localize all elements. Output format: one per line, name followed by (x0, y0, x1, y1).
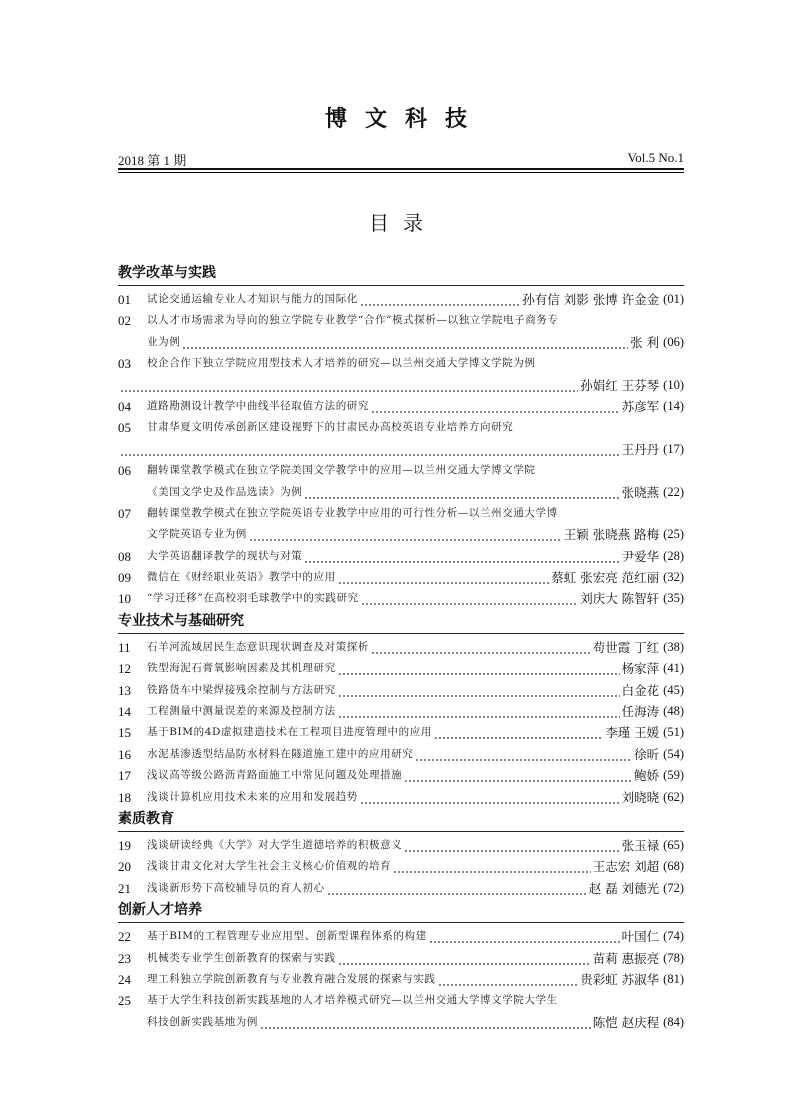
entry-title: 翻转课堂教学模式在独立学院英语专业教学中应用的可行性分析—以兰州交通大学博 (147, 506, 558, 519)
entry-authors: 孙有信 刘影 张博 许金金 (522, 291, 660, 307)
dot-leader (429, 926, 620, 947)
entry-title: 铁路货车中梁焊接残余控制与方法研究 (147, 683, 336, 696)
entry-number: 23 (118, 950, 131, 966)
entry-number: 01 (118, 291, 131, 307)
entry-page: (68) (663, 859, 684, 874)
entry-page: (17) (663, 441, 684, 456)
toc-entry[interactable] (118, 856, 684, 877)
entry-authors: 任海涛 (621, 704, 660, 720)
entry-number: 22 (118, 929, 131, 945)
entry-page: (65) (663, 837, 684, 852)
toc-entry[interactable] (118, 744, 684, 765)
entry-line (118, 588, 684, 609)
entry-page: (51) (663, 725, 684, 740)
entry-line (118, 744, 684, 765)
entry-line (118, 835, 684, 856)
dot-leader (338, 658, 620, 679)
issue-line (118, 150, 684, 169)
entry-title: 浅谈研读经典《大学》对大学生道德培养的积极意义 (147, 838, 403, 851)
dot-leader (338, 680, 620, 701)
entry-authors: 赵 磊 刘德光 (588, 880, 660, 896)
entry-line (118, 856, 684, 877)
toc-section (118, 808, 684, 899)
section-title: 创新人才培养 (118, 902, 202, 919)
entry-authors: 白金花 (621, 682, 660, 698)
entry-title: 《美国文学史及作品选读》为例 (147, 485, 303, 498)
dot-leader (338, 567, 550, 588)
entry-number: 25 (118, 993, 131, 1009)
entry-number: 16 (118, 746, 131, 762)
dot-leader (360, 289, 520, 310)
entry-authors: 王丹丹 (621, 441, 660, 457)
entry-title: 浅议高等级公路沥青路面施工中常见问题及处理措施 (147, 769, 403, 782)
entry-line (118, 417, 684, 438)
header-rule-thin (118, 172, 684, 173)
entry-number: 08 (118, 548, 131, 564)
entry-line (118, 332, 684, 353)
dot-leader (338, 701, 620, 722)
toc-entry[interactable] (118, 835, 684, 856)
entry-number: 02 (118, 313, 131, 329)
entry-authors: 尹爱华 (621, 548, 660, 564)
entry-title: 大学英语翻译教学的现状与对策 (147, 549, 303, 562)
entry-line (118, 787, 684, 808)
entry-authors: 刘庆大 陈智轩 (580, 591, 660, 607)
entry-number: 07 (118, 505, 131, 521)
section-title: 素质教育 (118, 810, 174, 827)
header-rule-thick (118, 168, 684, 170)
dot-leader (404, 765, 632, 786)
entry-line (118, 546, 684, 567)
entry-page: (28) (663, 548, 684, 563)
entry-line (118, 969, 684, 990)
entry-number: 17 (118, 768, 131, 784)
dot-leader (434, 722, 603, 743)
entry-line (118, 310, 684, 331)
entry-line (118, 658, 684, 679)
dot-leader (360, 787, 620, 808)
entry-authors: 王颖 张晓燕 路梅 (563, 527, 660, 543)
entry-line (118, 439, 684, 460)
entry-page: (22) (663, 484, 684, 499)
toc-entry[interactable] (118, 567, 684, 588)
toc-entry[interactable] (118, 546, 684, 567)
toc-entry[interactable] (118, 701, 684, 722)
entry-number: 24 (118, 971, 131, 987)
entry-line (118, 680, 684, 701)
entry-authors: 贵彩虹 苏淑华 (580, 971, 660, 987)
entry-authors: 蔡虹 张宏亮 范红丽 (551, 570, 660, 586)
toc-entry[interactable] (118, 503, 684, 546)
entry-number: 09 (118, 570, 131, 586)
entry-title: 水泥基渗透型结晶防水材料在隧道施工建中的应用研究 (147, 747, 414, 760)
dot-leader (338, 948, 591, 969)
entry-authors: 叶国仁 (621, 929, 660, 945)
entry-authors: 张晓燕 (621, 484, 660, 500)
entry-line (118, 926, 684, 947)
dot-leader (327, 878, 587, 899)
toc-entry[interactable] (118, 765, 684, 786)
journal-title: 博文科技 (324, 106, 485, 132)
toc-section (118, 262, 684, 610)
entry-number: 20 (118, 859, 131, 875)
entry-line (118, 482, 684, 503)
toc-section (118, 899, 684, 1033)
dot-leader (371, 396, 620, 417)
entry-line (118, 948, 684, 969)
entry-title: 浅谈甘肃文化对大学生社会主义核心价值观的培育 (147, 860, 392, 873)
entry-title: 试论交通运输专业人才知识与能力的国际化 (147, 292, 358, 305)
toc-entry[interactable] (118, 990, 684, 1033)
entry-title: 文学院英语专业为例 (147, 528, 247, 541)
dot-leader (304, 546, 619, 567)
entry-title: 浅谈计算机应用技术未来的应用和发展趋势 (147, 790, 358, 803)
entry-title: 基于BIM的工程管理专业应用型、创新型课程体系的构建 (147, 930, 427, 943)
entry-title: 道路勘测设计教学中曲线半径取值方法的研究 (147, 399, 369, 412)
entry-title: 微信在《财经职业英语》教学中的应用 (147, 571, 336, 584)
toc-entry[interactable] (118, 948, 684, 969)
entry-line (118, 567, 684, 588)
entry-line (118, 637, 684, 658)
entry-title: 翻转课堂教学模式在独立学院美国文学教学中的应用—以兰州交通大学博文学院 (147, 464, 536, 477)
entry-page: (32) (663, 570, 684, 585)
entry-page: (84) (663, 1014, 684, 1029)
entry-line (118, 460, 684, 481)
entry-title: 工程测量中测量误差的来源及控制方法 (147, 705, 336, 718)
dot-leader (371, 637, 591, 658)
entry-title: 科技创新实践基地为例 (147, 1015, 258, 1028)
entry-number: 04 (118, 398, 131, 414)
entry-number: 15 (118, 725, 131, 741)
dot-leader (361, 588, 578, 609)
entry-page: (45) (663, 682, 684, 697)
toc-entry[interactable] (118, 787, 684, 808)
toc-entry[interactable] (118, 310, 684, 353)
entry-authors: 孙娟红 王芬琴 (580, 377, 660, 393)
toc-entry[interactable] (118, 588, 684, 609)
contents-title: 目录 (369, 211, 437, 235)
entry-number: 03 (118, 356, 131, 372)
entry-page: (81) (663, 971, 684, 986)
section-title: 教学改革与实践 (118, 265, 216, 281)
entry-page: (72) (663, 880, 684, 895)
entry-title: 甘肃华夏文明传承创新区建设视野下的甘肃民办高校英语专业培养方向研究 (147, 421, 514, 434)
entry-line (118, 289, 684, 310)
entry-authors: 杨家萍 (621, 661, 660, 677)
entry-authors: 张玉禄 (621, 837, 660, 853)
entry-line (118, 765, 684, 786)
entry-number: 14 (118, 704, 131, 720)
entry-title: 机械类专业学生创新教育的探索与实践 (147, 951, 336, 964)
entry-page: (14) (663, 398, 684, 413)
toc-entry[interactable] (118, 658, 684, 679)
entry-authors: 徐昕 (634, 746, 660, 762)
entry-authors: 陈恺 赵庆程 (592, 1014, 660, 1030)
entry-page: (59) (663, 768, 684, 783)
issue-year: 2018 第 1 期 (118, 153, 187, 168)
entry-title: 业为例 (147, 335, 181, 348)
entry-number: 12 (118, 661, 131, 677)
entry-title: 以人才市场需求为导向的独立学院专业教学“合作”模式探析—以独立学院电子商务专 (147, 314, 559, 327)
entry-page: (74) (663, 929, 684, 944)
entry-authors: 王志宏 刘超 (592, 859, 660, 875)
dot-leader (415, 744, 632, 765)
entry-line (118, 524, 684, 545)
entry-title: “学习迁移”在高校羽毛球教学中的实践研究 (147, 592, 359, 605)
toc-entry[interactable] (118, 637, 684, 658)
section-rule (118, 831, 684, 832)
entry-authors: 鲍娇 (634, 768, 660, 784)
entry-line (118, 503, 684, 524)
issue-volume: Vol.5 No.1 (627, 150, 684, 165)
entry-page: (48) (663, 704, 684, 719)
dot-leader (393, 856, 590, 877)
entry-page: (10) (663, 377, 684, 392)
toc-section (118, 610, 684, 808)
entry-line (118, 701, 684, 722)
toc-entry[interactable] (118, 969, 684, 990)
entry-page: (54) (663, 746, 684, 761)
dot-leader (120, 375, 578, 396)
entry-number: 13 (118, 682, 131, 698)
entry-authors: 苏彦军 (621, 398, 660, 414)
entry-number: 06 (118, 463, 131, 479)
entry-line (118, 353, 684, 374)
section-rule (118, 633, 684, 634)
entry-authors: 苟世霞 丁红 (592, 639, 660, 655)
entry-line (118, 396, 684, 417)
entry-page: (41) (663, 661, 684, 676)
dot-leader (182, 332, 628, 353)
entry-line (118, 1012, 684, 1033)
entry-title: 石羊河流域居民生态意识现状调查及对策探析 (147, 640, 369, 653)
entry-number: 18 (118, 789, 131, 805)
entry-number: 19 (118, 837, 131, 853)
entry-page: (35) (663, 591, 684, 606)
entry-title: 铁型海泥石膏氧影响因素及其机理研究 (147, 662, 336, 675)
entry-page: (06) (663, 334, 684, 349)
entry-title: 基于大学生科技创新实践基地的人才培养模式研究—以兰州交通大学博文学院大学生 (147, 994, 558, 1007)
entry-page: (38) (663, 639, 684, 654)
entry-line (118, 878, 684, 899)
section-title: 专业技术与基础研究 (118, 612, 244, 629)
entry-page: (78) (663, 950, 684, 965)
dot-leader (260, 1012, 591, 1033)
dot-leader (120, 439, 620, 460)
toc-entry[interactable] (118, 353, 684, 396)
entry-line (118, 722, 684, 743)
entry-authors: 刘晓晓 (621, 789, 660, 805)
toc-entry[interactable] (118, 460, 684, 503)
entry-number: 21 (118, 880, 131, 896)
dot-leader (249, 524, 562, 545)
toc-entry[interactable] (118, 722, 684, 743)
toc-entry[interactable] (118, 926, 684, 947)
entry-line (118, 990, 684, 1011)
toc-entry[interactable] (118, 878, 684, 899)
entry-page: (25) (663, 527, 684, 542)
entry-number: 10 (118, 591, 131, 607)
toc-entry[interactable] (118, 417, 684, 460)
toc-entry[interactable] (118, 680, 684, 701)
entry-authors: 张 利 (630, 334, 660, 350)
toc-entry[interactable] (118, 396, 684, 417)
entry-number: 11 (118, 639, 131, 655)
dot-leader (404, 835, 619, 856)
dot-leader (438, 969, 579, 990)
entry-title: 理工科独立学院创新教育与专业教育融合发展的探索与实践 (147, 972, 436, 985)
entry-page: (62) (663, 789, 684, 804)
entry-title: 浅谈新形势下高校辅导员的育人初心 (147, 881, 325, 894)
entry-authors: 苗莉 惠振亮 (592, 950, 660, 966)
entry-line (118, 375, 684, 396)
table-of-contents (118, 262, 684, 1033)
section-rule (118, 922, 684, 923)
entry-number: 05 (118, 420, 131, 436)
entry-page: (01) (663, 291, 684, 306)
toc-entry[interactable] (118, 289, 684, 310)
section-rule (118, 285, 684, 286)
entry-title: 基于BIM的4D虚拟建造技术在工程项目进度管理中的应用 (147, 726, 432, 739)
entry-authors: 李瑾 王媛 (605, 725, 660, 741)
dot-leader (304, 482, 619, 503)
entry-title: 校企合作下独立学院应用型技术人才培养的研究—以兰州交通大学博文学院为例 (147, 357, 536, 370)
